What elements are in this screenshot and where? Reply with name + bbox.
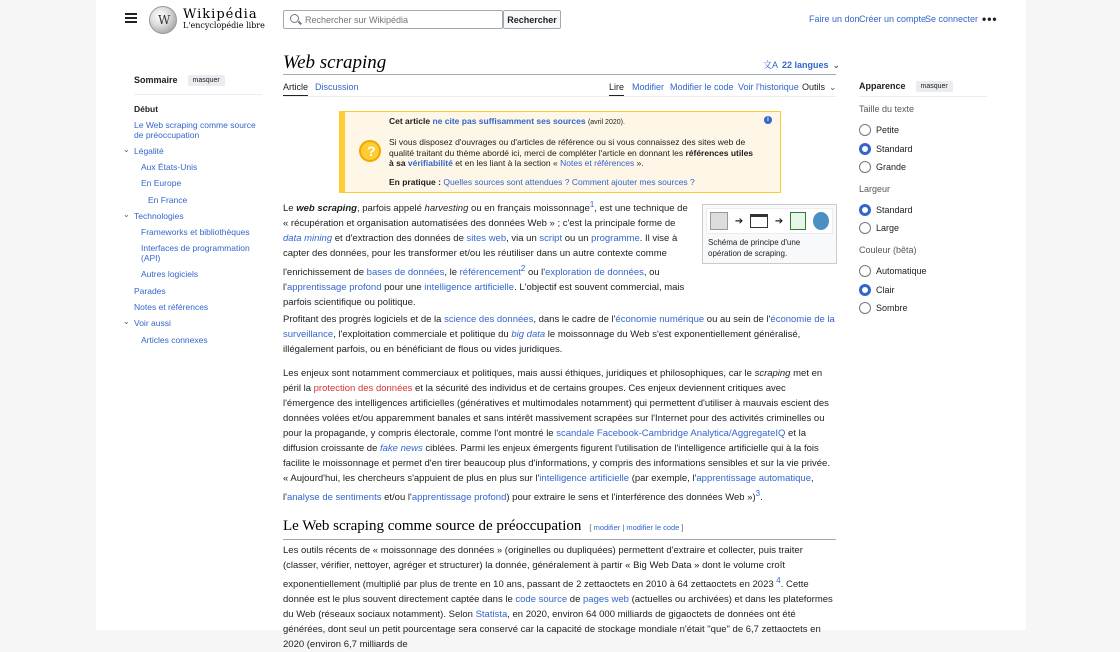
toc-item-autres-logiciels[interactable]: Autres logiciels	[141, 269, 199, 279]
appearance-hide-button[interactable]: masquer	[916, 81, 953, 92]
question-mark-icon	[359, 140, 381, 162]
toc-item-legalite[interactable]: Légalité	[134, 146, 164, 156]
verifiability-link[interactable]: vérifiabilité	[407, 158, 453, 168]
tab-read[interactable]: Lire	[609, 82, 624, 97]
language-selector[interactable]: 文A 22 langues ⌄	[763, 60, 841, 70]
page-icon	[710, 212, 728, 230]
tab-edit[interactable]: Modifier	[632, 82, 665, 92]
paragraph-concern: Les outils récents de « moissonnage des données » (originelles ou dupliquées) permettent d'extraire et collecter, puis traiter (classer, vérifier, nettoyer, agréger et structurer) la donnée, généralement à partir « Big Web Data » dont le volume croît exponentiellement (multiplié par plus de trente en 10 ans, passant de 2 zettaoctets en 2010 à 64 zettaoctets en 2023 $^4$. Cette donnée est le plus souvent directement captée dans le code source de pages web (actuelles ou archivées) et dans les plateformes du Web (réseaux sociaux notamment). Selon Statista, en 2020, environ 64 000 milliards de gigaoctets de données ont été générées, dont seul un petit pourcentage sera conservé car la capacité de stockage mondiale n'était "que" de 6,7 zettaoctets en 2020 (environ 6,7 milliards de	[283, 545, 833, 651]
toc-item-frameworks[interactable]: Frameworks et bibliothèques	[141, 227, 250, 237]
color-light-option[interactable]: Clair	[859, 284, 895, 296]
text-size-small-option[interactable]: Petite	[859, 124, 899, 136]
tab-discussion[interactable]: Discussion	[315, 82, 359, 92]
text-size-label: Taille du texte	[859, 104, 915, 114]
login-link[interactable]: Se connecter	[925, 14, 979, 24]
database-icon	[813, 212, 829, 230]
section-heading: Le Web scraping comme source de préoccupation [ modifier | modifier le code ]	[283, 518, 836, 540]
tabs-divider	[283, 96, 836, 97]
chevron-down-icon[interactable]: ⌄	[123, 210, 130, 219]
toc-item-etats-unis[interactable]: Aux États-Unis	[141, 162, 198, 172]
page-title: Web scraping	[283, 52, 387, 73]
toc-item-preoccupation[interactable]: Le Web scraping comme source de préoccupation	[134, 120, 256, 140]
toc-hide-button[interactable]: masquer	[188, 75, 225, 86]
width-label: Largeur	[859, 184, 891, 194]
translate-icon: 文A	[763, 60, 779, 70]
appearance-title: Apparence	[859, 81, 906, 91]
info-icon[interactable]: i	[764, 116, 772, 124]
text-size-standard-option[interactable]: Standard	[859, 143, 913, 155]
toc-item-articles-connexes[interactable]: Articles connexes	[141, 335, 208, 345]
tools-menu[interactable]: Outils ⌄	[802, 82, 837, 92]
sources-warning-banner: ? i Cet article ne cite pas suffisamment ses sources (avril 2020). Si vous disposez d'ouvrages ou d'articles de référence ou si vous connaissez des sites web de qualité traitant du thème abordé ici, merci de compléter l'article en donnant les références utiles à sa vérifiabilité et en les liant à la section « Notes et références ». En pratique : Quelles sources sont attendues ? Comment ajouter mes sources ?	[339, 111, 781, 193]
arrow-icon: ➔	[774, 215, 784, 227]
toc-item-france[interactable]: En France	[148, 195, 188, 205]
toc-title: Sommaire	[134, 75, 178, 85]
tab-article[interactable]: Article	[283, 82, 308, 97]
radio-button	[859, 222, 871, 234]
paragraph-issues: Les enjeux sont notamment commerciaux et politiques, mais aussi éthiques, juridiques et philosophiques, car le scraping met en péril la protection des données et la sécurité des individus et de certains groupes. Ces enjeux deviennent critiques avec l'émergence des intelligences artificielles (génératives et multimodales notamment) qui permettent d'utiliser à mauvais escient des données volées et/ou apparemment banales et sans intérêt massivement scrapées sur l'Internet pour des activités criminelles ou pour la propagande, y compris électorale, comme l'ont montré le scandale Facebook-Cambridge Analytica/AggregateIQ et la diffusion croissante de fake news ciblées. Parmi les enjeux émergents figurent l'utilisation de l'intelligence artificielle qui à la fois facilite le moissonnage et permet d'en tirer beaucoup plus d'informations, y compris des informations sensibles et sur la vie privée. « Aujourd'hui, les chercheurs s'appuient de plus en plus sur l'intelligence artificielle (par exemple, l'apprentissage automatique, l'analyse de sentiments et/ou l'apprentissage profond) pour extraire le sens et l'interférence des données Web »)$^3$.	[283, 368, 830, 504]
chevron-down-icon: ⌄	[832, 60, 841, 70]
radio-button	[859, 265, 871, 277]
color-label: Couleur (bêta)	[859, 245, 917, 255]
radio-button-selected	[859, 143, 871, 155]
paragraph-profit: Profitant des progrès logiciels et de la science des données, dans le cadre de l'économie numérique ou au sein de l'économie de la surveillance, l'exploitation commerciale et politique du big data le moissonnage du Web s'est exponentiellement généralisé, illégalement parfois, ou en bénéficiant de flous ou vides juridiques.	[283, 314, 835, 355]
paragraph-intro: Le web scraping, parfois appelé harvesting ou en français moissonnage$^1$, est une technique de « récupération et organisation automatisées des données Web » ; c'est la principale forme de data mining et d'extraction des données de sites web, via un script ou un programme. Il vise à capter des données, pour les transformer et/ou les réutiliser dans un autre contexte comme l'enrichissement de bases de données, le référencement$^2$ ou l'exploration de données, ou l'apprentissage profond pour une intelligence artificielle. L'objectif est souvent commercial, mais parfois scientifique ou politique.	[283, 200, 688, 309]
tab-history[interactable]: Voir l'historique	[738, 82, 799, 92]
notes-link[interactable]: Notes et références	[560, 158, 635, 168]
chevron-down-icon[interactable]: ⌄	[123, 317, 130, 326]
donate-link[interactable]: Faire un don	[809, 14, 860, 24]
toc-item-parades[interactable]: Parades	[134, 286, 166, 296]
chevron-down-icon[interactable]: ⌄	[123, 145, 130, 154]
toc-item-technologies[interactable]: Technologies	[134, 211, 184, 221]
toc-item-debut[interactable]: Début	[134, 104, 159, 114]
more-options-icon[interactable]: •••	[982, 12, 998, 26]
color-auto-option[interactable]: Automatique	[859, 265, 927, 277]
radio-button	[859, 124, 871, 136]
title-divider	[283, 74, 836, 75]
toc-item-api[interactable]: Interfaces de programmation (API)	[141, 243, 250, 263]
expected-sources-link[interactable]: Quelles sources sont attendues ?	[443, 177, 570, 187]
radio-button	[859, 302, 871, 314]
scraping-diagram-figure[interactable]	[702, 204, 837, 264]
search-input[interactable]	[305, 12, 495, 27]
tab-edit-code[interactable]: Modifier le code	[670, 82, 734, 92]
chevron-down-icon: ⌄	[829, 82, 837, 92]
table-of-contents	[134, 75, 262, 95]
add-sources-link[interactable]: Comment ajouter mes sources ?	[571, 177, 695, 187]
width-standard-option[interactable]: Standard	[859, 204, 913, 216]
arrow-icon: ➔	[734, 215, 744, 227]
appearance-panel	[859, 80, 987, 97]
radio-button-selected	[859, 204, 871, 216]
toc-item-europe[interactable]: En Europe	[141, 178, 182, 188]
toc-item-voir-aussi[interactable]: Voir aussi	[134, 318, 171, 328]
wikipedia-globe-icon[interactable]	[149, 6, 177, 34]
section-edit-code-link[interactable]: modifier le code	[626, 523, 680, 532]
width-large-option[interactable]: Large	[859, 222, 899, 234]
search-button[interactable]: Rechercher	[503, 10, 561, 29]
section-edit-link[interactable]: modifier	[593, 523, 621, 532]
search-box[interactable]	[283, 10, 503, 29]
banner-sources-link[interactable]: ne cite pas suffisamment ses sources	[432, 116, 586, 126]
spreadsheet-icon	[790, 212, 806, 230]
color-dark-option[interactable]: Sombre	[859, 302, 908, 314]
text-size-large-option[interactable]: Grande	[859, 161, 906, 173]
browser-icon	[750, 214, 768, 228]
create-account-link[interactable]: Créer un compte	[859, 14, 927, 24]
search-icon	[290, 14, 299, 23]
scraping-diagram[interactable]	[706, 208, 833, 234]
figure-caption: Schéma de principe d'une opération de scraping.	[708, 238, 801, 258]
toc-item-notes[interactable]: Notes et références	[134, 302, 209, 312]
wordmark[interactable]: Wikipédia	[183, 7, 258, 22]
radio-button-selected	[859, 284, 871, 296]
radio-button	[859, 161, 871, 173]
main-menu-icon[interactable]	[125, 13, 137, 23]
tagline: L'encyclopédie libre	[183, 21, 265, 30]
